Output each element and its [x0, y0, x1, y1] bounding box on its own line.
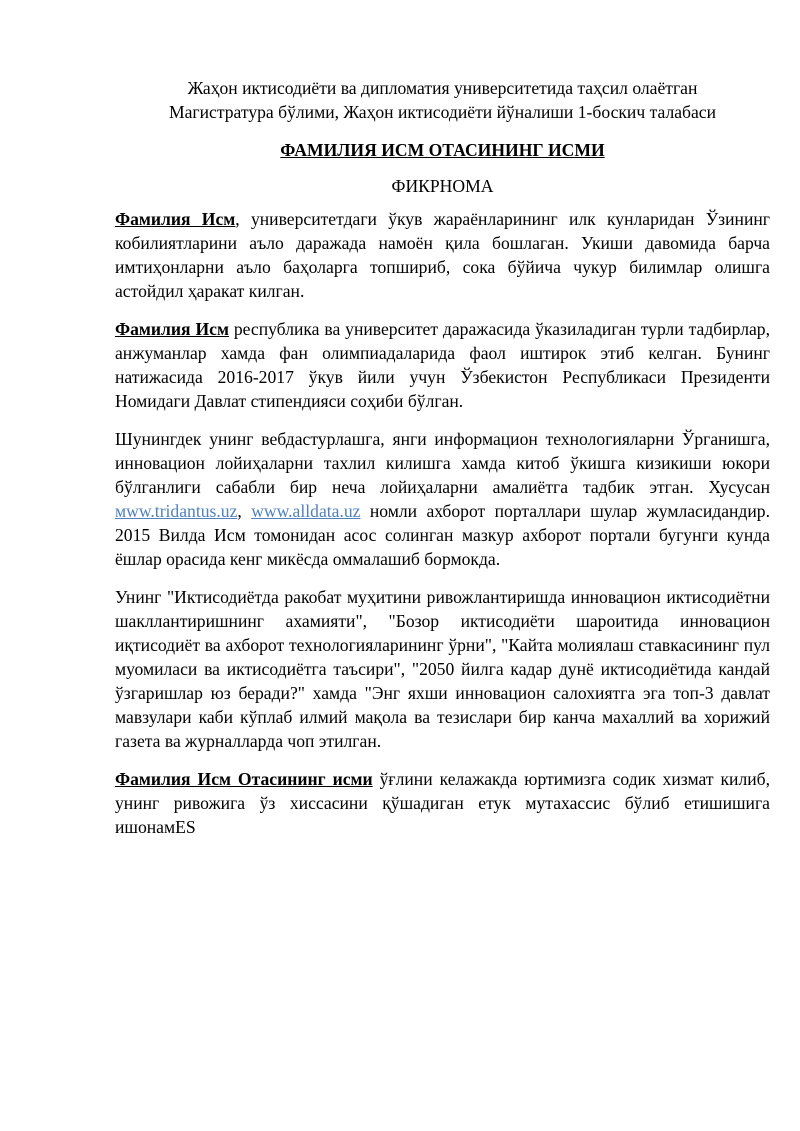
link-alldata[interactable]: www.alldata.uz [251, 501, 361, 521]
link-tridantus[interactable]: мww.tridantus.uz [115, 501, 238, 521]
paragraph-5-text: ўғлини келажакда юртимизга содик хизмат килиб, унинг ривожига ўз хиссасини қўшадиган етук мутахассис бўлиб етишишига ишонамES [115, 769, 770, 837]
paragraph-3-text-before: Шунингдек унинг вебдастурлашга, янги информацион технологияларни Ўрганишга, инновацион лойиҳаларни тахлил килишга хамда китоб ўкишга кизикиши юкори бўлганлиги сабабли бир неча лойиҳаларни амалиётга тадбик этган. Хусусан [115, 429, 770, 497]
paragraph-2 [115, 317, 770, 413]
document-subtitle: ФИКРНОМА [391, 176, 494, 196]
document-title: ФАМИЛИЯ ИСМ ОТАСИНИНГ ИСМИ [280, 140, 605, 160]
paragraph-2-text: республика ва университет даражасида ўказиладиган турли тадбирлар, анжуманлар хамда фан олимпиадаларида фаол иштирок этиб келган. Бунинг натижасида 2016-2017 ўкув йили учун Ўзбекистон Республикаси Президенти Номидаги Давлат стипендияси соҳиби бўлган. [115, 319, 770, 411]
paragraph-3-text-after: номли ахборот порталлари шулар жумласидандир. 2015 Вилда Исм томонидан асос солинган мазкур ахборот портали бугунги кунда ёшлар орасида кенг микёсда оммалашиб бормокда. [115, 501, 770, 569]
header-line-1: Жаҳон иктисодиёти ва дипломатия университетида таҳсил олаётган [187, 78, 698, 98]
link-separator: , [237, 501, 252, 521]
header-line-2: Магистратура бўлими, Жаҳон иктисодиёти йўналиши 1-боскич талабаси [168, 102, 717, 122]
document-page [115, 76, 770, 839]
paragraph-3 [115, 427, 770, 571]
student-full-name: Фамилия Исм Отасининг исми [115, 769, 373, 789]
student-name: Фамилия Исм [115, 209, 236, 229]
paragraph-1-text: , университетдаги ўкув жараёнларининг илк кунларидан Ўзининг кобилиятларини аъло даражада намоён қила бошлаган. Укиши давомида барча имтиҳонларни аъло баҳоларга топшириб, сока бўйича чукур билимлар олишга астойдил ҳаракат килган. [115, 209, 770, 301]
student-name: Фамилия Исм [115, 319, 229, 339]
paragraph-4: Унинг "Иктисодиётда ракобат муҳитини ривожлантиришда инновацион иктисодиётни шакллантиришнинг ахамияти", "Бозор иктисодиёти шароитида инновацион иқтисодиёт ва ахборот технологияларининг ўрни", "Кайта молиялаш ставкасининг пул муомиласи ва иктисодиётга таъсири", "2050 йилга кадар дунё иктисодиётида кандай ўзгаришлар юз беради?" хамда "Энг яхши инновацион салохиятга эга топ-3 давлат мавзулари каби кўплаб илмий мақола ва тезислари бир канча махаллий ва хорижий газета ва журналларда чоп этилган. [115, 587, 770, 751]
paragraph-1 [115, 207, 770, 303]
paragraph-5 [115, 767, 770, 839]
